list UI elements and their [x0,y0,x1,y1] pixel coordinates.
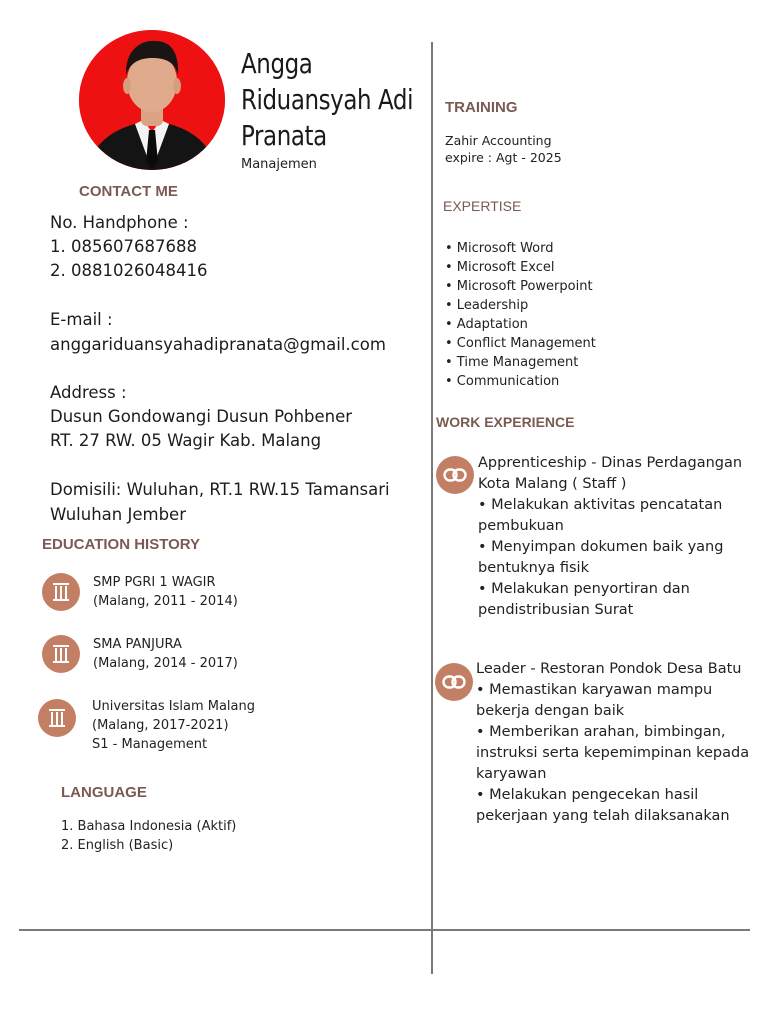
name-line-3: Pranata [241,119,327,152]
expertise-item: • Adaptation [445,317,528,332]
language-heading: LANGUAGE [61,784,147,801]
job-duty: pendistribusian Surat [478,602,634,618]
job-duty: • Melakukan penyortiran dan [478,581,690,597]
phone-1[interactable]: 1. 085607687688 [50,237,197,256]
job-duty: bekerja dengan baik [476,703,625,719]
job-title: Leader - Restoran Pondok Desa Batu [476,661,742,677]
job-duty: instruksi serta kepemimpinan kepada [476,745,750,761]
address-line-1: Dusun Gondowangi Dusun Pohbener [50,407,353,426]
school-name: Universitas Islam Malang [92,699,255,714]
job-title: Apprenticeship - Dinas Perdagangan [478,455,743,471]
school-name: SMA PANJURA [93,637,182,652]
expertise-item: • Communication [445,374,560,389]
contact-heading: CONTACT ME [79,183,178,200]
pillar-icon [38,699,76,737]
job-title-cont: Kota Malang ( Staff ) [478,476,627,492]
job-1 [478,453,742,621]
job-duty: pembukuan [478,518,564,534]
job-duty: bentuknya fisik [478,560,589,576]
expertise-item: • Conflict Management [445,336,596,351]
email-address[interactable]: anggariduansyahadipranata@gmail.com [50,335,386,354]
link-icon [436,456,474,494]
expertise-list [445,239,596,391]
job-duty: pekerjaan yang telah dilaksanakan [476,808,730,824]
school-name: SMP PGRI 1 WAGIR [93,575,216,590]
job-duty: • Memastikan karyawan mampu [476,682,713,698]
job-duty: • Melakukan aktivitas pencatatan [478,497,723,513]
job-subtitle: Manajemen [241,157,317,172]
expertise-item: • Microsoft Word [445,241,554,256]
job-duty: • Memberikan arahan, bimbingan, [476,724,726,740]
job-duty: • Menyimpan dokumen baik yang [478,539,724,555]
pillar-icon [42,573,80,611]
name-line-1: Angga [241,47,313,80]
job-duty: • Melakukan pengecekan hasil [476,787,699,803]
horizontal-divider [19,929,750,931]
expertise-item: • Time Management [445,355,579,370]
school-degree: S1 - Management [92,737,208,752]
training-heading: TRAINING [445,99,518,116]
expertise-heading: EXPERTISE [443,198,522,214]
language-item: 1. Bahasa Indonesia (Aktif) [61,819,237,834]
job-duty: karyawan [476,766,547,782]
education-item-3 [92,697,255,754]
domicile-line-1: Domisili: Wuluhan, RT.1 RW.15 Tamansari [50,480,390,499]
expertise-item: • Microsoft Powerpoint [445,279,593,294]
school-period: (Malang, 2017-2021) [92,718,229,733]
profile-photo [79,30,225,170]
email-label: E-mail : [50,310,113,329]
name-line-2: Riduansyah Adi [241,83,414,116]
phone-2[interactable]: 2. 0881026048416 [50,261,208,280]
training-expiry: expire : Agt - 2025 [445,150,562,165]
job-2 [476,659,749,827]
language-list [61,817,236,855]
address-line-2: RT. 27 RW. 05 Wagir Kab. Malang [50,431,322,450]
address-label: Address : [50,383,127,402]
work-heading: WORK EXPERIENCE [436,414,575,430]
training-details [445,132,562,166]
education-heading: EDUCATION HISTORY [42,536,201,553]
education-item-2 [93,635,238,673]
school-period: (Malang, 2011 - 2014) [93,594,238,609]
vertical-divider [431,42,433,974]
pillar-icon [42,635,80,673]
expertise-item: • Leadership [445,298,529,313]
training-name: Zahir Accounting [445,133,552,148]
phone-label: No. Handphone : [50,213,189,232]
domicile-line-2: Wuluhan Jember [50,505,186,524]
school-period: (Malang, 2014 - 2017) [93,656,238,671]
language-item: 2. English (Basic) [61,838,174,853]
link-icon [435,663,473,701]
expertise-item: • Microsoft Excel [445,260,555,275]
education-item-1 [93,573,238,611]
